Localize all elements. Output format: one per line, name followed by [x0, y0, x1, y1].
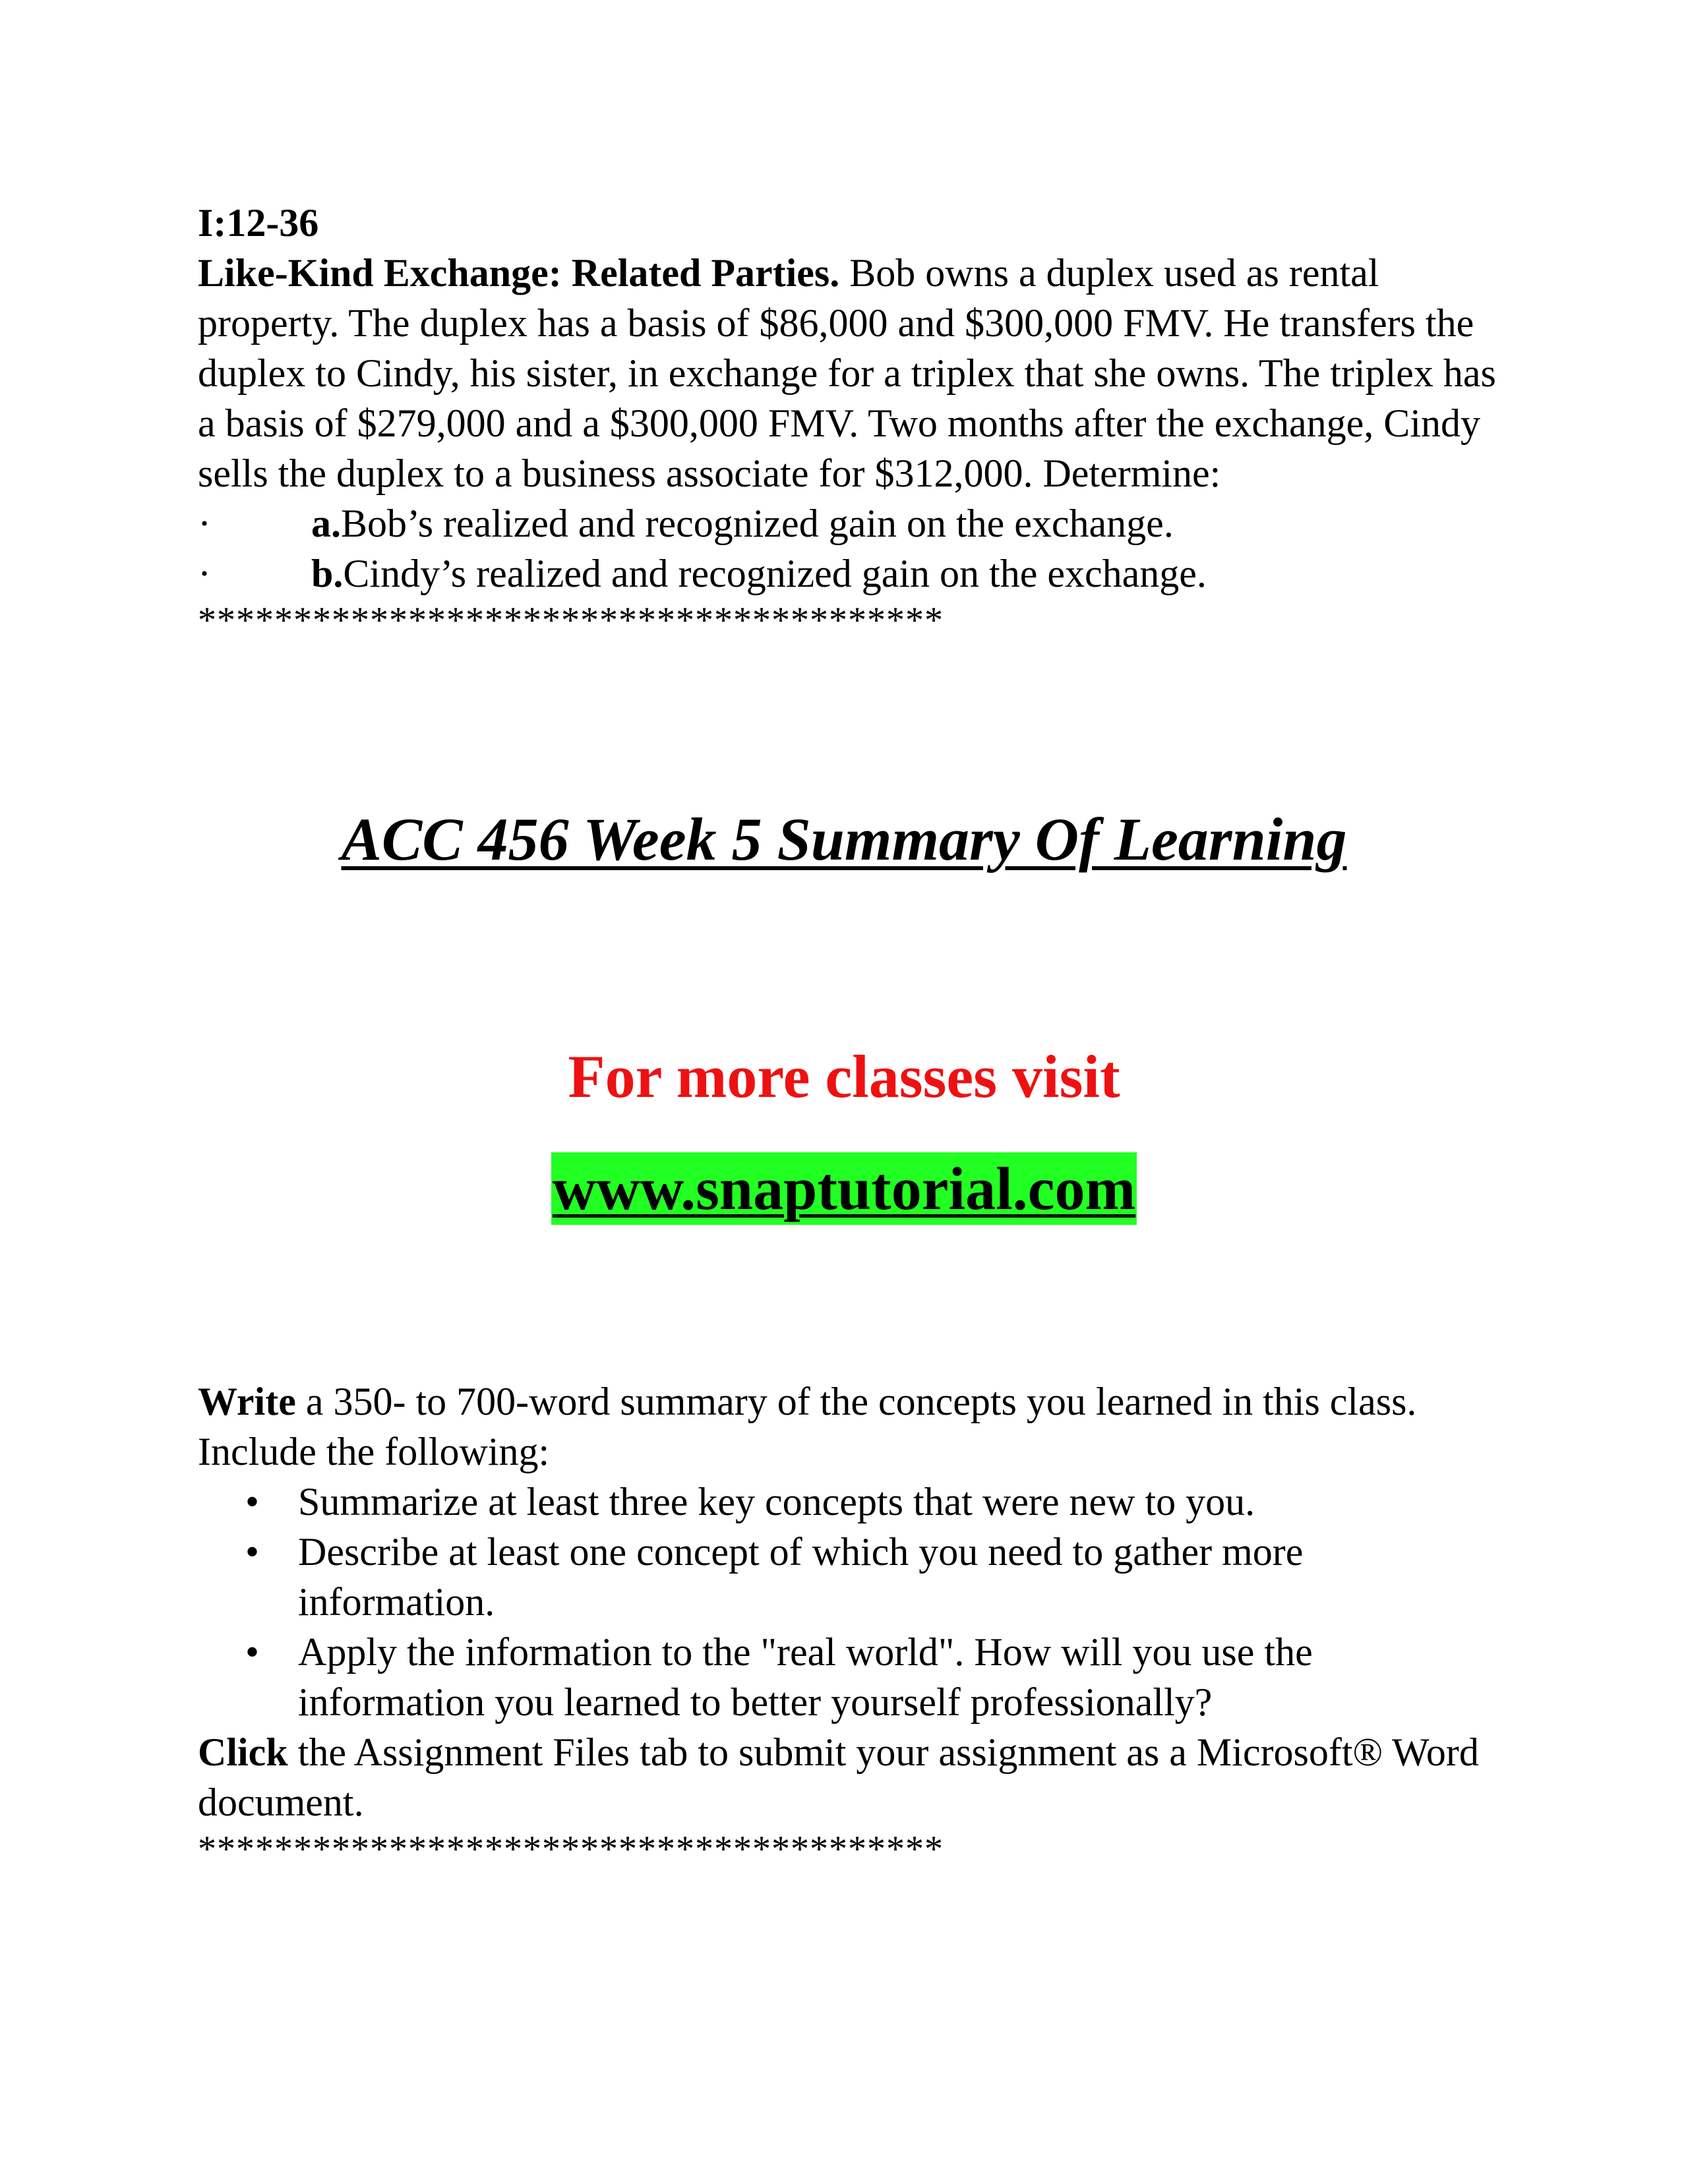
item-text: Bob’s realized and recognized gain on the exchange. [341, 502, 1174, 545]
promo-line-text: For more classes visit [568, 1043, 1120, 1110]
assignment-intro [198, 1376, 1503, 1477]
item-marker: · [198, 502, 211, 545]
assignment-intro-text: a 350- to 700-word summary of the concepts you learned in this class. Include the following: [198, 1380, 1417, 1473]
promo-text [0, 1040, 1688, 1113]
problem-item-a [198, 498, 1503, 548]
asterisk-separator: *************************************** [198, 1829, 944, 1870]
item-marker: · [198, 552, 211, 595]
assignment-section [198, 1376, 1503, 1871]
promo-url-wrap [0, 1152, 1688, 1225]
click-text: the Assignment Files tab to submit your assignment as a Microsoft® Word document. [198, 1730, 1479, 1824]
page-title: ACC 456 Week 5 Summary Of Learning [341, 806, 1347, 873]
item-letter: a. [311, 502, 341, 545]
problem-id: I:12-36 [198, 201, 319, 245]
problem-lead: Like-Kind Exchange: Related Parties. [198, 251, 840, 295]
list-item: • Describe at least one concept of which you need to gather more information. [198, 1527, 1503, 1627]
submit-instruction [198, 1727, 1503, 1827]
list-item: • Apply the information to the "real world". How will you use the information you learned to better yourself professionally? [198, 1627, 1503, 1727]
problem-item-b [198, 548, 1503, 599]
assignment-lead: Write [198, 1380, 296, 1423]
assignment-bullet-list [198, 1477, 1503, 1727]
problem-section [198, 198, 1503, 642]
problem-paragraph [198, 248, 1503, 498]
item-letter: b. [311, 552, 344, 595]
problem-body: Bob owns a duplex used as rental property. The duplex has a basis of $86,000 and $300,000 FMV. He transfers the duplex to Cindy, his sister, in exchange for a triplex that she owns. The triplex has a basis of $279,000 and a $300,000 FMV. Two months after the exchange, Cindy sells the duplex to a business associate for $312,000. Determine: [198, 251, 1496, 495]
asterisk-separator: *************************************** [198, 600, 944, 641]
click-lead: Click [198, 1730, 288, 1774]
item-text: Cindy’s realized and recognized gain on the exchange. [343, 552, 1207, 595]
promo-url-link[interactable]: www.snaptutorial.com [551, 1152, 1137, 1225]
list-item: • Summarize at least three key concepts that were new to you. [198, 1477, 1503, 1527]
